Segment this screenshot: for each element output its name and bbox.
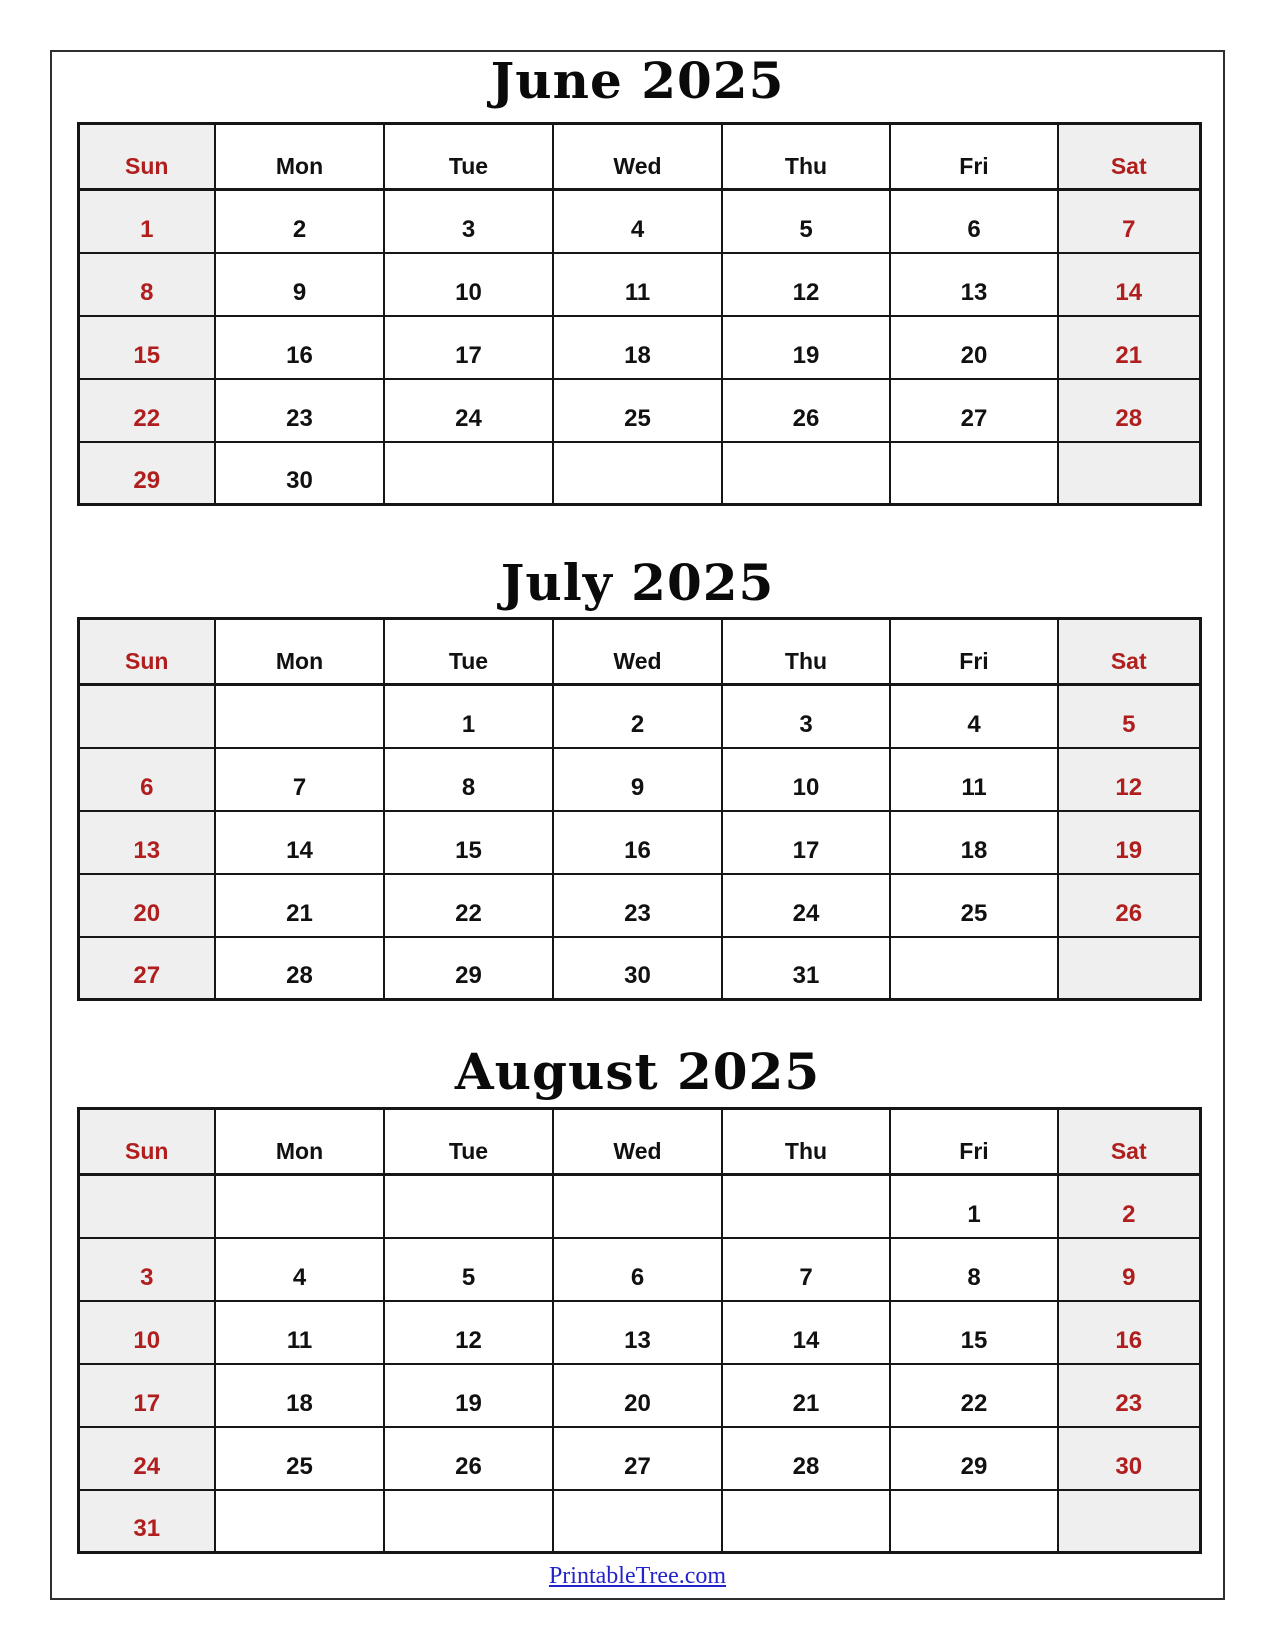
day-cell-11: 11 [553,253,722,316]
weekday-header-wed: Wed [553,619,722,685]
day-cell-9: 9 [215,253,384,316]
day-cell-23: 23 [553,874,722,937]
weekday-header-sun: Sun [78,619,215,685]
day-cell-3: 3 [384,190,553,253]
day-cell-3: 3 [722,685,890,748]
weekday-header-sun: Sun [78,124,215,190]
day-cell-10: 10 [722,748,890,811]
day-cell-9: 9 [553,748,722,811]
day-cell-19: 19 [722,316,890,379]
week-row [78,190,1200,253]
day-cell-6: 6 [890,190,1058,253]
day-cell-10: 10 [78,1301,215,1364]
week-row [78,1364,1200,1427]
day-cell-26: 26 [722,379,890,442]
weekday-header-fri: Fri [890,619,1058,685]
day-cell-5: 5 [384,1238,553,1301]
calendar-table-august [77,1107,1202,1554]
empty-day-cell [1058,937,1200,1000]
day-cell-30: 30 [215,442,384,505]
day-cell-24: 24 [384,379,553,442]
day-cell-20: 20 [890,316,1058,379]
month-title-july: July 2025 [500,553,775,612]
day-cell-10: 10 [384,253,553,316]
weekday-header-thu: Thu [722,619,890,685]
month-section-june [77,52,1199,506]
weekday-header-sat: Sat [1058,124,1200,190]
week-row [78,685,1200,748]
weekday-header-wed: Wed [553,124,722,190]
day-cell-19: 19 [1058,811,1200,874]
day-cell-7: 7 [722,1238,890,1301]
month-title-june: June 2025 [490,51,785,110]
day-cell-18: 18 [553,316,722,379]
day-cell-8: 8 [890,1238,1058,1301]
day-cell-28: 28 [722,1427,890,1490]
day-cell-25: 25 [553,379,722,442]
day-cell-4: 4 [890,685,1058,748]
day-cell-20: 20 [553,1364,722,1427]
weekday-header-thu: Thu [722,124,890,190]
day-cell-25: 25 [890,874,1058,937]
day-cell-31: 31 [722,937,890,1000]
weekday-header-row [78,1109,1200,1175]
empty-day-cell [1058,1490,1200,1553]
week-row [78,874,1200,937]
month-title-august: August 2025 [454,1042,821,1101]
weekday-header-mon: Mon [215,124,384,190]
day-cell-27: 27 [890,379,1058,442]
day-cell-14: 14 [215,811,384,874]
day-cell-4: 4 [215,1238,384,1301]
day-cell-2: 2 [1058,1175,1200,1238]
day-cell-1: 1 [890,1175,1058,1238]
day-cell-7: 7 [215,748,384,811]
day-cell-21: 21 [722,1364,890,1427]
day-cell-22: 22 [78,379,215,442]
month-section-august [77,1043,1199,1554]
weekday-header-row [78,619,1200,685]
day-cell-19: 19 [384,1364,553,1427]
day-cell-15: 15 [384,811,553,874]
empty-day-cell [384,442,553,505]
week-row [78,1427,1200,1490]
month-section-july [77,554,1199,1001]
day-cell-13: 13 [78,811,215,874]
weekday-header-tue: Tue [384,1109,553,1175]
day-cell-24: 24 [722,874,890,937]
empty-day-cell [890,442,1058,505]
week-row [78,442,1200,505]
day-cell-30: 30 [553,937,722,1000]
empty-day-cell [78,685,215,748]
weekday-header-fri: Fri [890,124,1058,190]
day-cell-13: 13 [553,1301,722,1364]
day-cell-21: 21 [1058,316,1200,379]
weekday-header-sun: Sun [78,1109,215,1175]
empty-day-cell [722,1490,890,1553]
empty-day-cell [553,1490,722,1553]
empty-day-cell [890,1490,1058,1553]
day-cell-3: 3 [78,1238,215,1301]
weekday-header-sat: Sat [1058,1109,1200,1175]
empty-day-cell [78,1175,215,1238]
empty-day-cell [553,1175,722,1238]
day-cell-16: 16 [215,316,384,379]
weekday-header-mon: Mon [215,1109,384,1175]
day-cell-18: 18 [890,811,1058,874]
day-cell-30: 30 [1058,1427,1200,1490]
week-row [78,1301,1200,1364]
day-cell-22: 22 [384,874,553,937]
day-cell-6: 6 [78,748,215,811]
day-cell-17: 17 [78,1364,215,1427]
day-cell-29: 29 [890,1427,1058,1490]
day-cell-13: 13 [890,253,1058,316]
day-cell-11: 11 [215,1301,384,1364]
empty-day-cell [1058,442,1200,505]
weekday-header-wed: Wed [553,1109,722,1175]
day-cell-12: 12 [384,1301,553,1364]
week-row [78,1238,1200,1301]
empty-day-cell [553,442,722,505]
empty-day-cell [215,685,384,748]
day-cell-8: 8 [384,748,553,811]
week-row [78,1175,1200,1238]
weekday-header-row [78,124,1200,190]
day-cell-14: 14 [722,1301,890,1364]
week-row [78,379,1200,442]
week-row [78,1490,1200,1553]
day-cell-12: 12 [1058,748,1200,811]
page-footer [77,1563,1199,1589]
empty-day-cell [384,1175,553,1238]
day-cell-27: 27 [553,1427,722,1490]
day-cell-5: 5 [1058,685,1200,748]
day-cell-1: 1 [78,190,215,253]
day-cell-11: 11 [890,748,1058,811]
day-cell-28: 28 [1058,379,1200,442]
empty-day-cell [215,1175,384,1238]
day-cell-18: 18 [215,1364,384,1427]
day-cell-27: 27 [78,937,215,1000]
day-cell-9: 9 [1058,1238,1200,1301]
day-cell-26: 26 [1058,874,1200,937]
day-cell-1: 1 [384,685,553,748]
day-cell-12: 12 [722,253,890,316]
day-cell-4: 4 [553,190,722,253]
day-cell-20: 20 [78,874,215,937]
weekday-header-fri: Fri [890,1109,1058,1175]
day-cell-24: 24 [78,1427,215,1490]
page-frame [50,50,1225,1600]
day-cell-15: 15 [890,1301,1058,1364]
empty-day-cell [722,442,890,505]
day-cell-29: 29 [78,442,215,505]
weekday-header-mon: Mon [215,619,384,685]
day-cell-26: 26 [384,1427,553,1490]
day-cell-2: 2 [553,685,722,748]
weekday-header-tue: Tue [384,124,553,190]
day-cell-16: 16 [1058,1301,1200,1364]
day-cell-8: 8 [78,253,215,316]
calendar-table-june [77,122,1202,506]
empty-day-cell [722,1175,890,1238]
day-cell-21: 21 [215,874,384,937]
day-cell-14: 14 [1058,253,1200,316]
day-cell-17: 17 [384,316,553,379]
day-cell-28: 28 [215,937,384,1000]
day-cell-23: 23 [1058,1364,1200,1427]
empty-day-cell [890,937,1058,1000]
empty-day-cell [384,1490,553,1553]
weekday-header-sat: Sat [1058,619,1200,685]
day-cell-23: 23 [215,379,384,442]
day-cell-31: 31 [78,1490,215,1553]
day-cell-6: 6 [553,1238,722,1301]
week-row [78,811,1200,874]
week-row [78,748,1200,811]
week-row [78,253,1200,316]
page-content [77,52,1199,1589]
day-cell-25: 25 [215,1427,384,1490]
week-row [78,937,1200,1000]
week-row [78,316,1200,379]
day-cell-5: 5 [722,190,890,253]
day-cell-22: 22 [890,1364,1058,1427]
empty-day-cell [215,1490,384,1553]
day-cell-29: 29 [384,937,553,1000]
weekday-header-tue: Tue [384,619,553,685]
day-cell-2: 2 [215,190,384,253]
printabletree-link[interactable]: PrintableTree.com [548,1563,727,1589]
weekday-header-thu: Thu [722,1109,890,1175]
day-cell-15: 15 [78,316,215,379]
day-cell-17: 17 [722,811,890,874]
day-cell-16: 16 [553,811,722,874]
calendar-table-july [77,617,1202,1001]
day-cell-7: 7 [1058,190,1200,253]
